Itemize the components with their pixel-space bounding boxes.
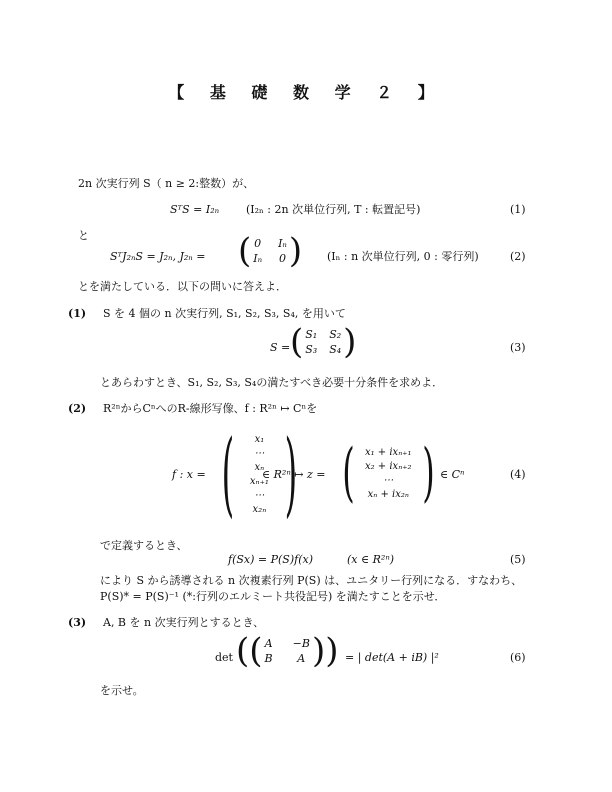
- question-2-text: R²ⁿからCⁿへのR-線形写像、f : R²ⁿ ↦ Cⁿを: [103, 402, 318, 415]
- s-matrix: ( S₁ S₂ S₃ S₄ ): [290, 322, 357, 362]
- equation-3-lhs: S =: [270, 341, 291, 354]
- z-vector: ( x₁ + ixₙ₊₁ x₂ + ixₙ₊₂ ⋯ xₙ + ix₂ₙ ): [342, 436, 435, 510]
- f-definition-lhs: f : x =: [172, 468, 206, 481]
- vector-entry: ⋯: [254, 447, 265, 459]
- equation-3-number: (3): [510, 341, 526, 354]
- equation-5: f(Sx) = P(S)f(x): [228, 553, 313, 566]
- instruction-text: とを満たしている．以下の問いに答えよ．: [78, 280, 287, 293]
- block-matrix: (( A −B B A )): [236, 631, 339, 671]
- question-2-text4: P(S)* = P(S)⁻¹ (*:行列のエルミート共役記号) を満たすことを示せ．: [100, 590, 446, 603]
- question-1-label: (1): [68, 307, 87, 320]
- x-membership: ∈ R²ⁿ ↦ z =: [262, 468, 326, 481]
- equation-5-number: (5): [510, 553, 526, 566]
- question-2-text3: により S から誘導される n 次複素行列 P(S) は、ユニタリー行列になる．すなわち、: [100, 574, 523, 587]
- matrix-entry: Iₙ: [278, 237, 287, 250]
- vector-entry: ⋯: [383, 474, 394, 486]
- matrix-entry: 0: [278, 252, 286, 265]
- equation-2-number: (2): [510, 250, 526, 263]
- matrix-entry: Iₙ: [253, 252, 263, 265]
- matrix-entry: B: [264, 652, 273, 665]
- vector-entry: ⋯: [254, 489, 265, 501]
- matrix-entry: S₃: [305, 343, 318, 356]
- vector-entry: xₙ: [254, 461, 265, 473]
- equation-5-note: (x ∈ R²ⁿ): [347, 553, 395, 566]
- question-3-text2: を示せ。: [100, 684, 144, 697]
- vector-entry: x₁: [254, 433, 265, 445]
- equation-4-number: (4): [510, 468, 526, 481]
- question-2-label: (2): [68, 402, 87, 415]
- question-3-label: (3): [68, 616, 87, 629]
- matrix-entry: S₁: [305, 328, 318, 341]
- matrix-entry: S₄: [329, 343, 342, 356]
- equation-2-note: (Iₙ : n 次単位行列, 0 : 零行列): [327, 250, 479, 263]
- question-1-text: S を 4 個の n 次実行列, S₁, S₂, S₃, S₄, を用いて: [103, 307, 346, 320]
- z-membership: ∈ Cⁿ: [440, 468, 465, 481]
- vector-entry: xₙ + ix₂ₙ: [367, 488, 409, 500]
- matrix-entry: −B: [292, 637, 310, 650]
- det-rhs: = | det(A + iB) |²: [345, 651, 439, 664]
- j-matrix: ( 0 Iₙ Iₙ 0 ): [238, 231, 303, 271]
- equation-1-number: (1): [510, 203, 526, 216]
- equation-6-number: (6): [510, 651, 526, 664]
- question-1-text2: とあらわすとき、S₁, S₂, S₃, S₄の満たすべき必要十分条件を求めよ．: [100, 376, 444, 389]
- matrix-entry: A: [264, 637, 273, 650]
- page-title: 【 基 礎 数 学 ２ 】: [168, 83, 444, 102]
- matrix-entry: A: [297, 652, 306, 665]
- conjunction-text: と: [78, 229, 89, 242]
- vector-entry: x₁ + ixₙ₊₁: [364, 446, 412, 458]
- matrix-entry: S₂: [329, 328, 342, 341]
- x-vector: ( x₁ ⋯ xₙ xₙ₊₁ ⋯ x₂ₙ ): [221, 420, 298, 527]
- equation-1-note: (I₂ₙ : 2n 次単位行列, T : 転置記号): [246, 203, 421, 216]
- intro-line: 2n 次実行列 S（ n ≥ 2:整数）が、: [78, 177, 255, 190]
- define-text: で定義するとき、: [100, 539, 188, 552]
- vector-entry: x₂ₙ: [252, 503, 267, 515]
- question-3-text: A, B を n 次実行列とするとき、: [103, 616, 265, 629]
- matrix-entry: 0: [254, 237, 262, 250]
- equation-1: SᵀS = I₂ₙ: [170, 203, 220, 216]
- equation-2: SᵀJ₂ₙS = J₂ₙ, J₂ₙ =: [110, 250, 206, 263]
- vector-entry: xₙ₊₁: [249, 475, 269, 487]
- vector-entry: x₂ + ixₙ₊₂: [364, 460, 412, 472]
- det-label: det: [215, 651, 233, 664]
